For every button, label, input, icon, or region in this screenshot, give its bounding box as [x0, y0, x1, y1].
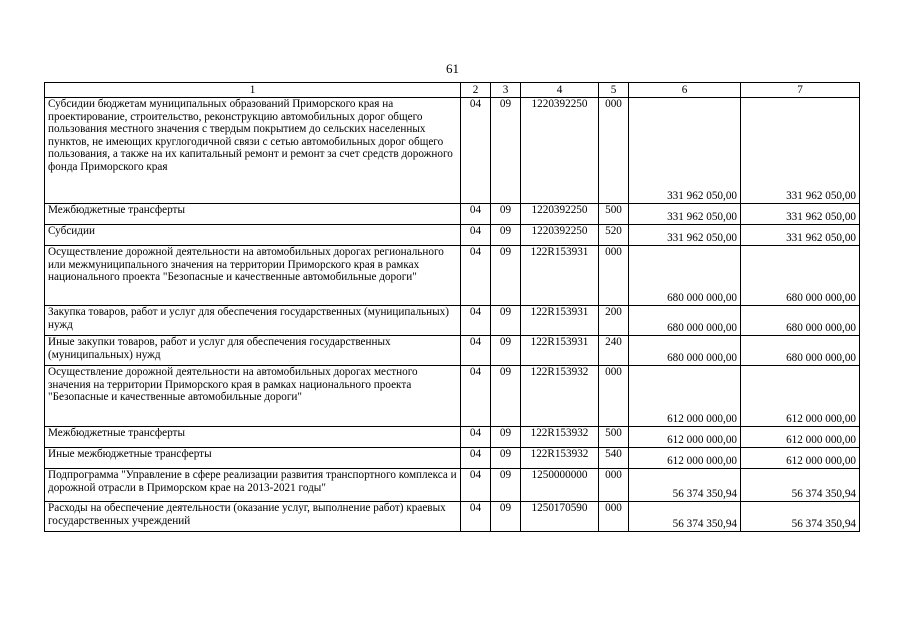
amount-col6: 612 000 000,00	[629, 448, 741, 469]
target-article-code: 1220392250	[521, 204, 599, 225]
subsection-code: 09	[491, 246, 521, 306]
row-description: Закупка товаров, работ и услуг для обеспечения государственных (муниципальных) нужд	[45, 306, 461, 336]
table-row	[45, 306, 860, 336]
subsection-code: 09	[491, 204, 521, 225]
table-row	[45, 366, 860, 427]
row-description: Осуществление дорожной деятельности на автомобильных дорогах регионального или межмуниципального значения на территории Приморского края в рамках национального проекта "Безопасные и качественные автомобильные дороги"	[45, 246, 461, 306]
amount-col7: 680 000 000,00	[741, 306, 860, 336]
amount-col6: 56 374 350,94	[629, 502, 741, 532]
table-row	[45, 225, 860, 246]
column-header: 4	[521, 83, 599, 98]
subsection-code: 09	[491, 336, 521, 366]
subsection-code: 09	[491, 225, 521, 246]
row-description: Иные закупки товаров, работ и услуг для обеспечения государственных (муниципальных) нужд	[45, 336, 461, 366]
amount-col7: 680 000 000,00	[741, 336, 860, 366]
expense-type-code: 000	[599, 469, 629, 502]
amount-col6: 680 000 000,00	[629, 246, 741, 306]
expense-type-code: 500	[599, 427, 629, 448]
amount-col6: 331 962 050,00	[629, 204, 741, 225]
table-row	[45, 336, 860, 366]
section-code: 04	[461, 448, 491, 469]
column-header: 1	[45, 83, 461, 98]
amount-col6: 612 000 000,00	[629, 366, 741, 427]
amount-col6: 612 000 000,00	[629, 427, 741, 448]
target-article-code: 122R153932	[521, 448, 599, 469]
table-header-row	[45, 83, 860, 98]
table-row	[45, 98, 860, 204]
amount-col6: 680 000 000,00	[629, 306, 741, 336]
expense-type-code: 000	[599, 366, 629, 427]
subsection-code: 09	[491, 366, 521, 427]
target-article-code: 122R153932	[521, 427, 599, 448]
section-code: 04	[461, 502, 491, 532]
row-description: Иные межбюджетные трансферты	[45, 448, 461, 469]
target-article-code: 1250000000	[521, 469, 599, 502]
amount-col6: 680 000 000,00	[629, 336, 741, 366]
subsection-code: 09	[491, 98, 521, 204]
expense-type-code: 000	[599, 502, 629, 532]
amount-col7: 612 000 000,00	[741, 427, 860, 448]
row-description: Межбюджетные трансферты	[45, 427, 461, 448]
amount-col6: 56 374 350,94	[629, 469, 741, 502]
amount-col6: 331 962 050,00	[629, 98, 741, 204]
table-row	[45, 502, 860, 532]
expense-type-code: 520	[599, 225, 629, 246]
target-article-code: 122R153931	[521, 306, 599, 336]
row-description: Осуществление дорожной деятельности на автомобильных дорогах местного значения на территории Приморского края в рамках национального проекта "Безопасные и качественные автомобильные дороги"	[45, 366, 461, 427]
expense-type-code: 500	[599, 204, 629, 225]
target-article-code: 1250170590	[521, 502, 599, 532]
amount-col6: 331 962 050,00	[629, 225, 741, 246]
amount-col7: 331 962 050,00	[741, 204, 860, 225]
subsection-code: 09	[491, 502, 521, 532]
section-code: 04	[461, 366, 491, 427]
column-header: 5	[599, 83, 629, 98]
section-code: 04	[461, 98, 491, 204]
amount-col7: 331 962 050,00	[741, 225, 860, 246]
target-article-code: 1220392250	[521, 98, 599, 204]
section-code: 04	[461, 204, 491, 225]
target-article-code: 122R153931	[521, 246, 599, 306]
table-row	[45, 427, 860, 448]
row-description: Субсидии	[45, 225, 461, 246]
section-code: 04	[461, 306, 491, 336]
table-row	[45, 448, 860, 469]
section-code: 04	[461, 469, 491, 502]
target-article-code: 122R153931	[521, 336, 599, 366]
amount-col7: 612 000 000,00	[741, 448, 860, 469]
expense-type-code: 000	[599, 246, 629, 306]
subsection-code: 09	[491, 427, 521, 448]
amount-col7: 56 374 350,94	[741, 502, 860, 532]
table-row	[45, 246, 860, 306]
section-code: 04	[461, 246, 491, 306]
expense-type-code: 000	[599, 98, 629, 204]
table-row	[45, 469, 860, 502]
expense-type-code: 240	[599, 336, 629, 366]
subsection-code: 09	[491, 469, 521, 502]
column-header: 3	[491, 83, 521, 98]
target-article-code: 122R153932	[521, 366, 599, 427]
expense-type-code: 540	[599, 448, 629, 469]
target-article-code: 1220392250	[521, 225, 599, 246]
subsection-code: 09	[491, 448, 521, 469]
column-header: 6	[629, 83, 741, 98]
row-description: Подпрограмма "Управление в сфере реализации развития транспортного комплекса и дорожной отрасли в Приморском крае на 2013-2021 годы"	[45, 469, 461, 502]
table-row	[45, 204, 860, 225]
column-header: 7	[741, 83, 860, 98]
column-header: 2	[461, 83, 491, 98]
section-code: 04	[461, 336, 491, 366]
amount-col7: 612 000 000,00	[741, 366, 860, 427]
section-code: 04	[461, 225, 491, 246]
page-number: 61	[446, 61, 459, 76]
amount-col7: 56 374 350,94	[741, 469, 860, 502]
row-description: Субсидии бюджетам муниципальных образований Приморского края на проектирование, строительство, реконструкцию автомобильных дорог общего пользования местного значения с твердым покрытием до сельских населенных пунктов, не имеющих круглогодичной связи с сетью автомобильных дорог общего пользования, а также на их капитальный ремонт и ремонт за счет средств дорожного фонда Приморского края	[45, 98, 461, 204]
expense-type-code: 200	[599, 306, 629, 336]
amount-col7: 680 000 000,00	[741, 246, 860, 306]
amount-col7: 331 962 050,00	[741, 98, 860, 204]
section-code: 04	[461, 427, 491, 448]
row-description: Межбюджетные трансферты	[45, 204, 461, 225]
subsection-code: 09	[491, 306, 521, 336]
budget-table	[44, 82, 860, 532]
row-description: Расходы на обеспечение деятельности (оказание услуг, выполнение работ) краевых государственных учреждений	[45, 502, 461, 532]
